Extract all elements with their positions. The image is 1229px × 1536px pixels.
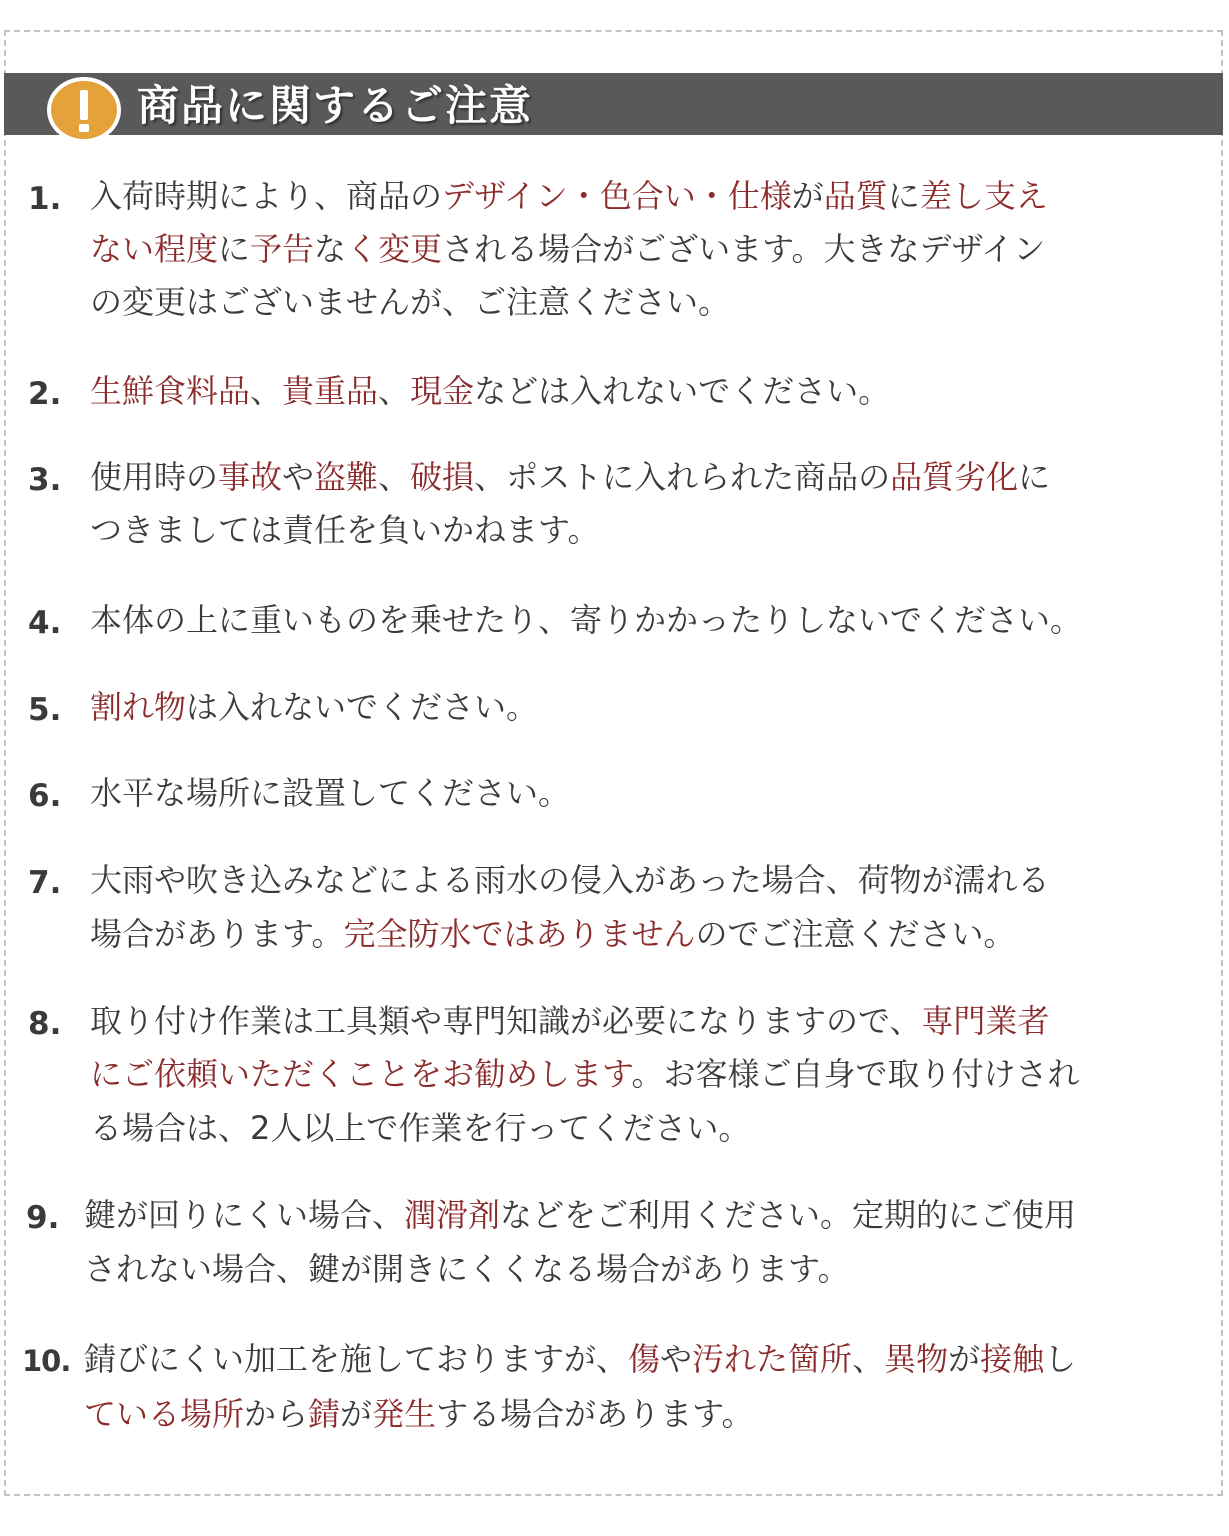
- highlight-text: 貴重品: [282, 372, 379, 410]
- item-text-line: [90, 774, 571, 812]
- item-text-line: [90, 861, 1050, 899]
- item-number: 6.: [28, 778, 62, 814]
- body-text: される場合がございます。大きなデザイン: [442, 230, 1046, 268]
- highlight-text: 汚れた箇所: [692, 1340, 853, 1378]
- highlight-text: 異物: [884, 1340, 949, 1378]
- item-number: 7.: [28, 865, 62, 901]
- body-text: 、: [250, 372, 283, 410]
- item-text-line: [90, 601, 1083, 639]
- highlight-text: ない程度: [90, 230, 219, 268]
- item-text-line: [90, 458, 1051, 496]
- body-text: や: [282, 458, 315, 496]
- body-text: 、: [378, 372, 411, 410]
- exclamation-dot: [79, 124, 89, 132]
- highlight-text: ている場所: [84, 1395, 245, 1433]
- highlight-text: 専門業者: [921, 1002, 1050, 1040]
- highlight-text: 品質劣化: [890, 458, 1019, 496]
- body-text: などをご利用ください。定期的にご使用: [500, 1196, 1077, 1234]
- body-text: 使用時の: [90, 458, 219, 496]
- body-text: の変更はございませんが、ご注意ください。: [90, 283, 731, 321]
- highlight-text: 傷: [628, 1340, 661, 1378]
- item-text-line: [90, 688, 539, 726]
- highlight-text: デザイン・色合い・仕様: [442, 177, 792, 215]
- item-text-line: [84, 1196, 1077, 1234]
- highlight-text: 割れ物: [90, 688, 187, 726]
- highlight-text: 発生: [372, 1395, 437, 1433]
- highlight-text: 予告: [250, 230, 315, 268]
- item-text-line: [90, 1002, 1050, 1040]
- item-text-line: [84, 1340, 1077, 1378]
- body-text: 錆びにくい加工を施しておりますが、: [84, 1340, 629, 1378]
- item-number: 1.: [28, 181, 62, 217]
- body-text: 、: [378, 458, 411, 496]
- body-text: つきましては責任を負いかねます。: [90, 511, 600, 549]
- highlight-text: 潤滑剤: [404, 1196, 501, 1234]
- body-text: が: [340, 1395, 373, 1433]
- body-text: に: [887, 177, 920, 215]
- item-text-line: [90, 230, 1046, 268]
- item-text-line: [90, 511, 600, 549]
- highlight-text: 破損: [410, 458, 475, 496]
- highlight-text: 事故: [218, 458, 283, 496]
- item-text-line: [90, 915, 1016, 953]
- item-text-line: [90, 177, 1048, 215]
- body-text: 入荷時期により、商品の: [90, 177, 443, 215]
- item-number: 10.: [22, 1344, 71, 1378]
- body-text: る場合は、2人以上で作業を行ってください。: [90, 1109, 751, 1147]
- body-text: 場合があります。: [90, 915, 344, 953]
- body-text: されない場合、鍵が開きにくくなる場合があります。: [84, 1250, 850, 1288]
- body-text: などは入れないでください。: [474, 372, 891, 410]
- highlight-text: にご依頼いただくことをお勧めします: [90, 1055, 632, 1093]
- body-text: な: [314, 230, 347, 268]
- item-text-line: [84, 1395, 754, 1433]
- body-text: は入れないでください。: [186, 688, 539, 726]
- exclamation-icon: [47, 77, 121, 143]
- highlight-text: 差し支え: [919, 177, 1048, 215]
- highlight-text: く変更: [346, 230, 443, 268]
- highlight-text: 錆: [308, 1395, 341, 1433]
- body-text: 水平な場所に設置してください。: [90, 774, 571, 812]
- page-title: 商品に関するご注意: [137, 81, 534, 130]
- item-text-line: [90, 1109, 751, 1147]
- item-text-line: [90, 372, 891, 410]
- highlight-text: 完全防水ではありません: [343, 915, 696, 953]
- item-text-line: [84, 1250, 850, 1288]
- body-text: 。お客様ご自身で取り付けされ: [631, 1055, 1080, 1093]
- body-text: に: [218, 230, 251, 268]
- body-text: に: [1018, 458, 1051, 496]
- body-text: し: [1044, 1340, 1077, 1378]
- body-text: する場合があります。: [436, 1395, 754, 1433]
- highlight-text: 現金: [410, 372, 475, 410]
- body-text: 、ポストに入れられた商品の: [474, 458, 891, 496]
- body-text: 鍵が回りにくい場合、: [84, 1196, 405, 1234]
- highlight-text: 盗難: [314, 458, 379, 496]
- item-text-line: [90, 1055, 1080, 1093]
- item-text-line: [90, 283, 731, 321]
- item-number: 9.: [26, 1200, 60, 1236]
- item-number: 2.: [28, 376, 62, 412]
- item-number: 3.: [28, 462, 62, 498]
- highlight-text: 品質: [823, 177, 888, 215]
- body-text: 、: [852, 1340, 885, 1378]
- exclamation-bar: [80, 90, 88, 120]
- body-text: が: [791, 177, 824, 215]
- body-text: 取り付け作業は工具類や専門知識が必要になりますので、: [90, 1002, 922, 1040]
- body-text: のでご注意ください。: [695, 915, 1016, 953]
- item-number: 4.: [28, 605, 62, 641]
- item-number: 8.: [28, 1006, 62, 1042]
- body-text: や: [660, 1340, 693, 1378]
- body-text: から: [244, 1395, 309, 1433]
- body-text: が: [948, 1340, 981, 1378]
- body-text: 本体の上に重いものを乗せたり、寄りかかったりしないでください。: [90, 601, 1083, 639]
- item-number: 5.: [28, 692, 62, 728]
- body-text: 大雨や吹き込みなどによる雨水の侵入があった場合、荷物が濡れる: [90, 861, 1050, 899]
- highlight-text: 生鮮食料品: [90, 372, 251, 410]
- highlight-text: 接触: [980, 1340, 1045, 1378]
